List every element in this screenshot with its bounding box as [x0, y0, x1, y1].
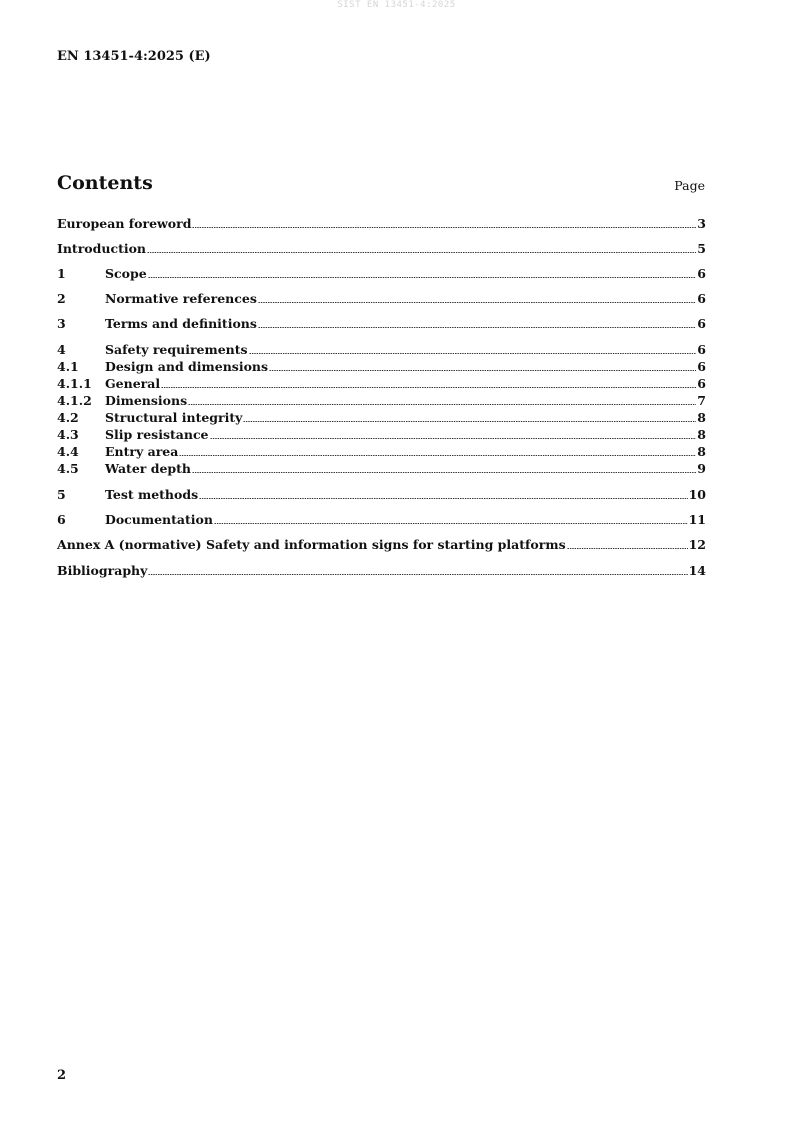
toc-dot-leader	[147, 251, 696, 254]
toc-dot-leader	[179, 454, 696, 457]
toc-entry[interactable]	[57, 291, 706, 307]
toc-entry-number: 3	[57, 316, 66, 331]
toc-dot-leader	[148, 276, 697, 279]
toc-entry-title: Test methods	[105, 487, 199, 502]
toc-entry[interactable]	[57, 342, 706, 358]
toc-dot-leader	[567, 547, 688, 550]
toc-entry[interactable]	[57, 241, 706, 257]
toc-entry-number: 4.2	[57, 410, 79, 425]
contents-heading: Contents	[57, 172, 153, 194]
toc-entry-title: European foreword	[57, 216, 192, 231]
toc-entry-number: 1	[57, 266, 66, 281]
toc-entry[interactable]	[57, 461, 706, 477]
toc-entry-number: 5	[57, 487, 66, 502]
toc-entry-page: 3	[697, 216, 706, 231]
toc-entry-page: 6	[697, 342, 706, 357]
toc-entry-page: 14	[688, 563, 706, 578]
toc-entry[interactable]	[57, 444, 706, 460]
toc-entry[interactable]	[57, 427, 706, 443]
toc-entry-title: Normative references	[105, 291, 257, 306]
toc-entry-page: 6	[697, 266, 706, 281]
toc-entry-page: 8	[697, 410, 706, 425]
toc-entry-number: 2	[57, 291, 66, 306]
toc-entry-number: 4.1.2	[57, 393, 92, 408]
toc-entry-title: Terms and definitions	[105, 316, 257, 331]
toc-entry[interactable]	[57, 563, 706, 579]
toc-entry[interactable]	[57, 393, 706, 409]
toc-dot-leader	[192, 226, 696, 229]
toc-dot-leader	[161, 386, 696, 389]
toc-entry-title: Entry area	[105, 444, 179, 459]
toc-entry-title: Structural integrity	[105, 410, 243, 425]
toc-entry-title: Documentation	[105, 512, 213, 527]
toc-dot-leader	[258, 326, 696, 329]
toc-entry-title: Bibliography	[57, 563, 148, 578]
toc-dot-leader	[210, 437, 697, 440]
toc-dot-leader	[249, 352, 697, 355]
toc-entry-number: 4	[57, 342, 66, 357]
toc-entry-page: 5	[697, 241, 706, 256]
toc-entry-page: 9	[697, 461, 706, 476]
toc-entry[interactable]	[57, 410, 706, 426]
toc-entry[interactable]	[57, 512, 706, 528]
toc-dot-leader	[243, 420, 696, 423]
toc-entry-title: Introduction	[57, 241, 147, 256]
toc-entry-title: Slip resistance	[105, 427, 209, 442]
toc-entry-number: 4.3	[57, 427, 79, 442]
toc-entry-page: 12	[688, 537, 706, 552]
toc-entry-title: Annex A (normative) Safety and information signs for starting platforms	[57, 537, 566, 552]
toc-entry[interactable]	[57, 316, 706, 332]
toc-entry-page: 11	[688, 512, 706, 527]
toc-entry-page: 8	[697, 427, 706, 442]
toc-entry-title: General	[105, 376, 161, 391]
toc-entry[interactable]	[57, 266, 706, 282]
toc-entry[interactable]	[57, 487, 706, 503]
toc-dot-leader	[188, 403, 696, 406]
toc-entry[interactable]	[57, 376, 706, 392]
toc-entry[interactable]	[57, 216, 706, 232]
toc-entry-page: 7	[697, 393, 706, 408]
toc-entry-page: 6	[697, 359, 706, 374]
toc-dot-leader	[258, 301, 696, 304]
watermark: SIST EN 13451-4:2025	[337, 0, 456, 10]
toc-entry-title: Safety requirements	[105, 342, 248, 357]
toc-entry-page: 8	[697, 444, 706, 459]
toc-dot-leader	[148, 573, 687, 576]
toc-entry-number: 4.4	[57, 444, 79, 459]
toc-entry[interactable]	[57, 537, 706, 553]
toc-dot-leader	[192, 471, 696, 474]
page-number: 2	[57, 1068, 67, 1083]
toc-dot-leader	[199, 497, 687, 500]
document-id: EN 13451-4:2025 (E)	[57, 49, 211, 64]
toc-entry-number: 4.5	[57, 461, 79, 476]
toc-entry-title: Dimensions	[105, 393, 188, 408]
page-column-label: Page	[674, 178, 705, 193]
toc-entry-title: Scope	[105, 266, 147, 281]
toc-entry-page: 6	[697, 291, 706, 306]
toc-entry-page: 6	[697, 376, 706, 391]
toc-entry-page: 10	[688, 487, 706, 502]
toc-entry-number: 4.1.1	[57, 376, 92, 391]
toc-entry[interactable]	[57, 359, 706, 375]
toc-dot-leader	[214, 522, 688, 525]
toc-dot-leader	[269, 369, 696, 372]
toc-entry-number: 4.1	[57, 359, 79, 374]
toc-entry-title: Water depth	[105, 461, 192, 476]
toc-entry-page: 6	[697, 316, 706, 331]
toc-entry-number: 6	[57, 512, 66, 527]
toc-entry-title: Design and dimensions	[105, 359, 269, 374]
